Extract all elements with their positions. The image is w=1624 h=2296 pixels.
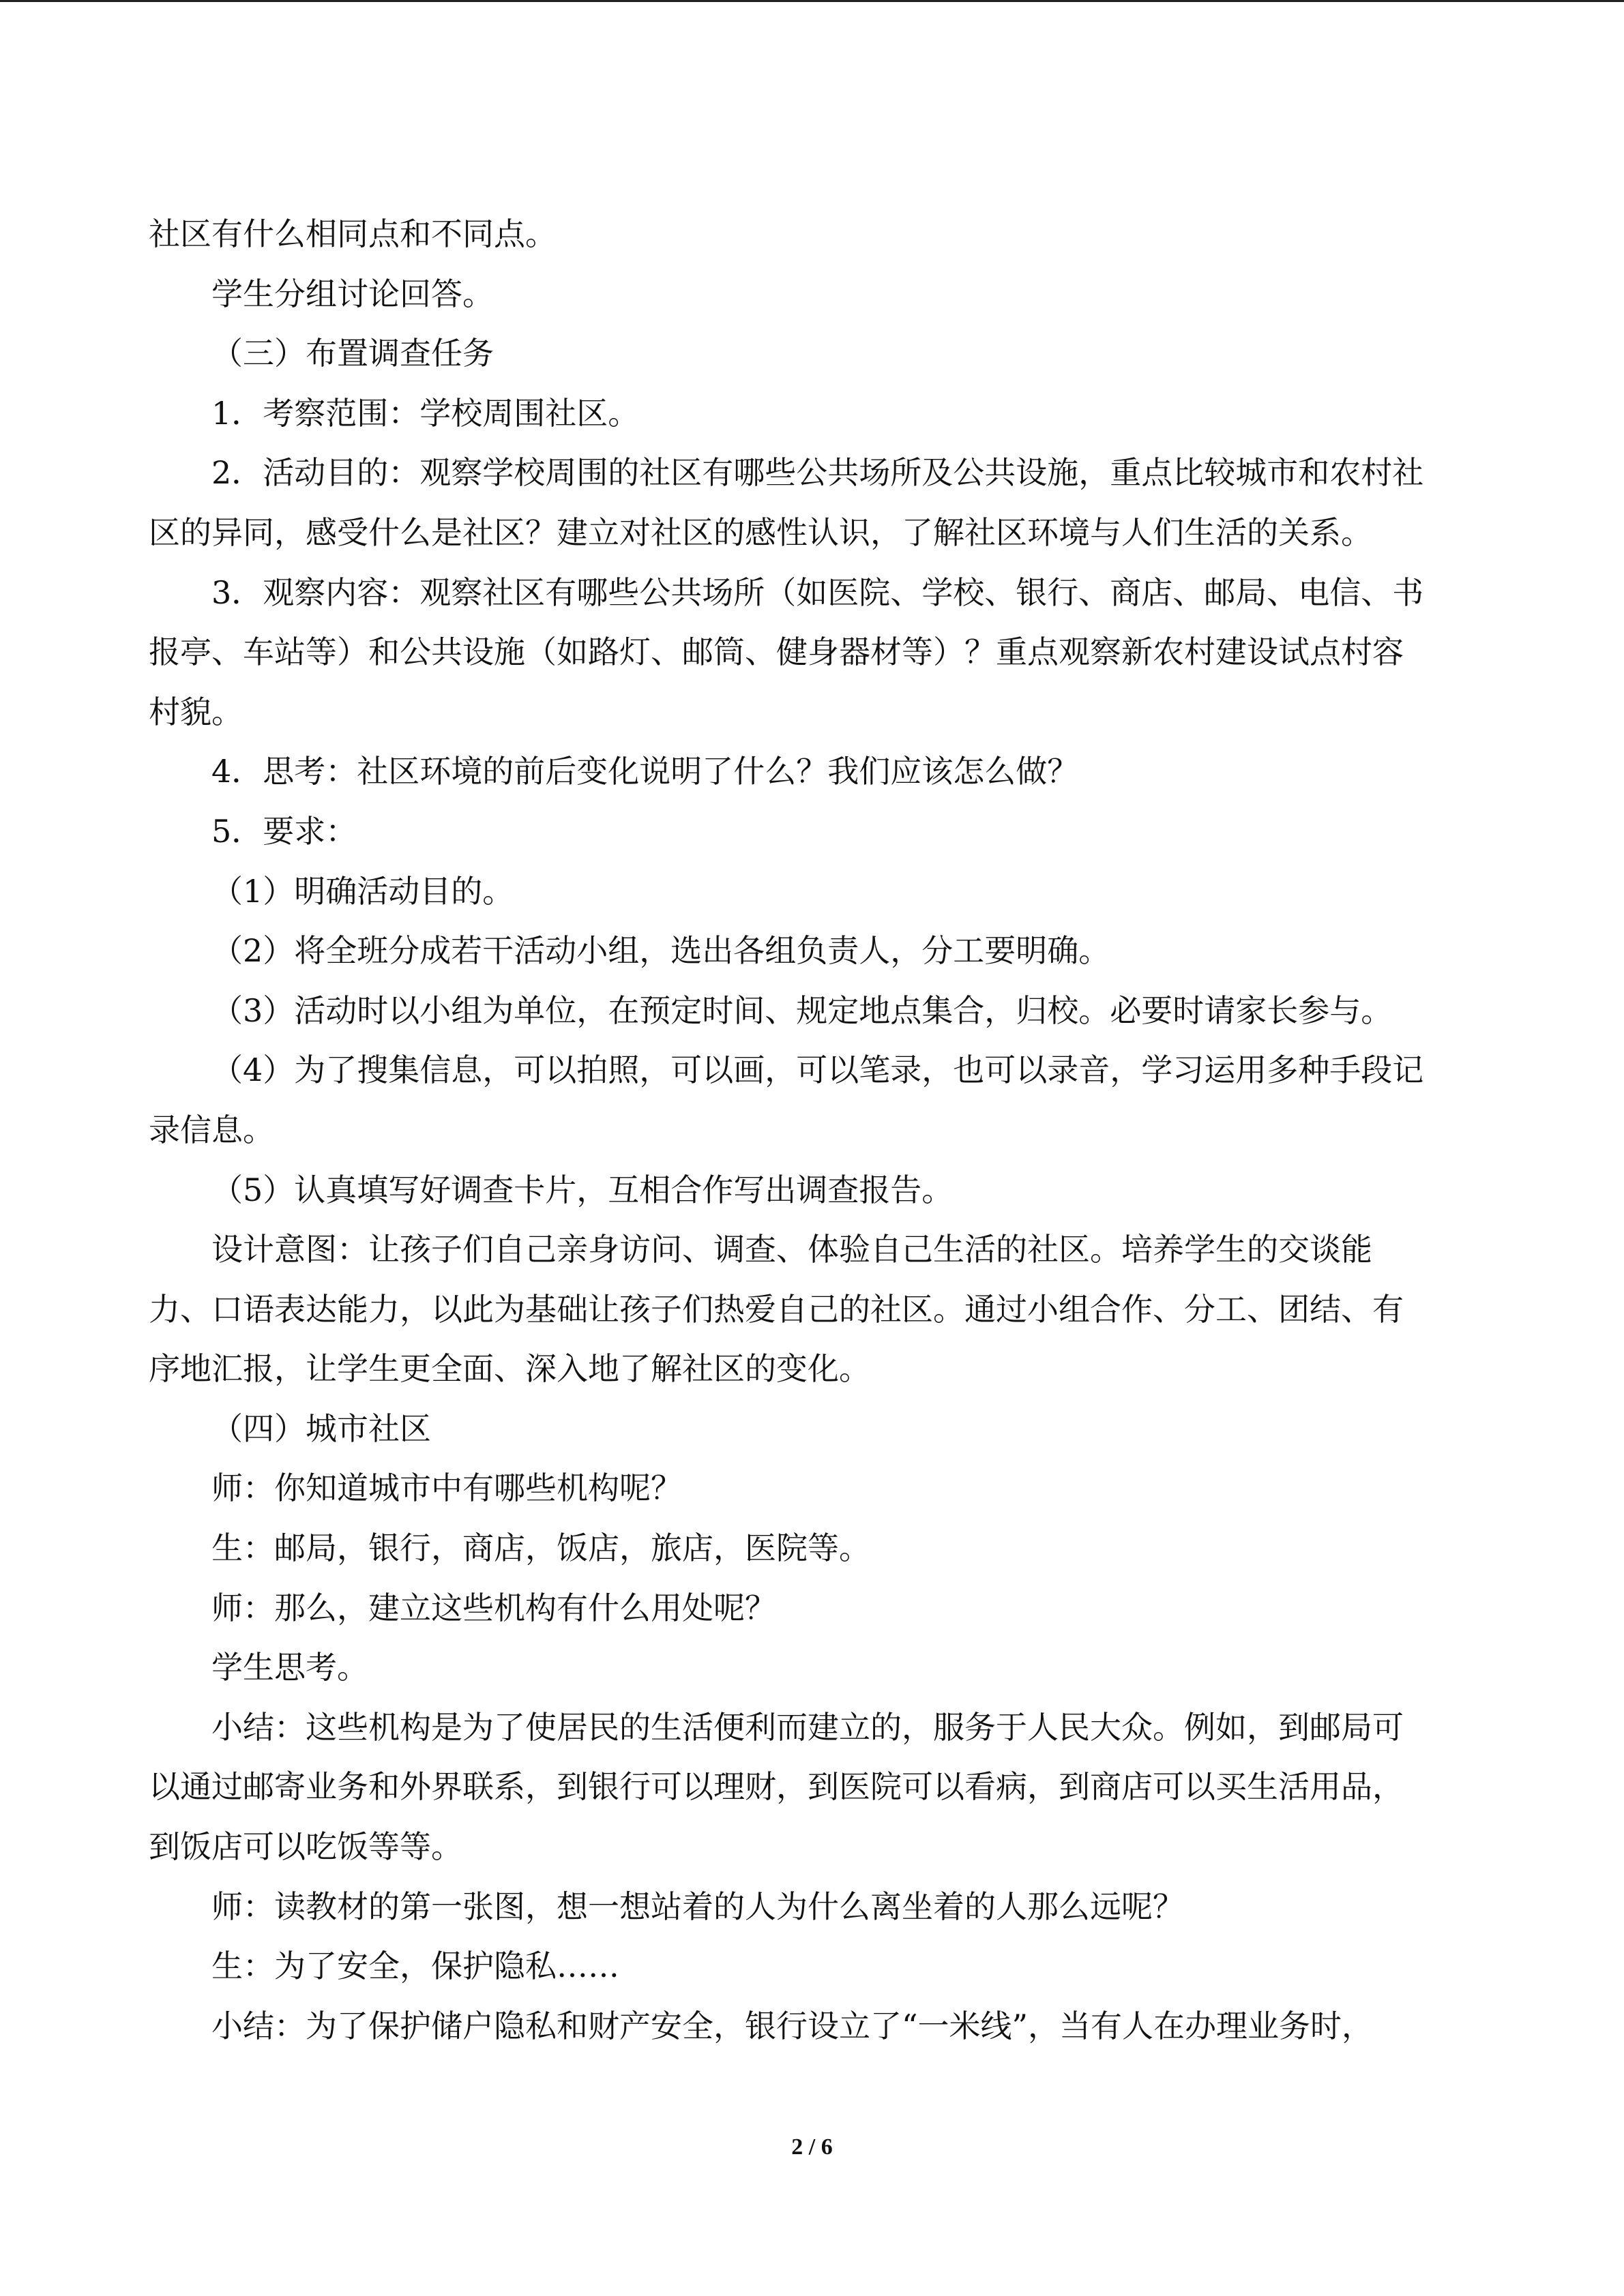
text-line: 生：为了安全，保护隐私…… <box>211 1948 619 1985</box>
text-line: 学生思考。 <box>211 1649 368 1686</box>
text-line: （4）为了搜集信息，可以拍照，可以画，可以笔录，也可以录音，学习运用多种手段记 <box>211 1052 1424 1089</box>
text-line: （5）认真填写好调查卡片，互相合作写出调查报告。 <box>211 1171 954 1208</box>
text-line: 小结：这些机构是为了使居民的生活便利而建立的，服务于人民大众。例如，到邮局可 <box>211 1708 1404 1746</box>
text-line: （2）将全班分成若干活动小组，选出各组负责人，分工要明确。 <box>211 932 1110 970</box>
text-line: 报亭、车站等）和公共设施（如路灯、邮筒、健身器材等）？重点观察新农村建设试点村容 <box>149 633 1404 671</box>
text-line: 师：你知道城市中有哪些机构呢？ <box>211 1470 682 1507</box>
text-line: 小结：为了保护储户隐私和财产安全，银行设立了“一米线”，当有人在办理业务时， <box>211 2007 1374 2044</box>
text-line: 1．考察范围：学校周围社区。 <box>211 394 640 432</box>
text-line: 2．活动目的：观察学校周围的社区有哪些公共场所及公共设施，重点比较城市和农村社 <box>211 454 1424 492</box>
top-border-rule <box>0 0 1624 2</box>
text-line: 录信息。 <box>149 1111 274 1148</box>
text-line: 学生分组讨论回答。 <box>211 275 494 312</box>
text-line: 生：邮局，银行，商店，饭店，旅店，医院等。 <box>211 1530 870 1567</box>
text-line: 村貌。 <box>149 693 243 730</box>
text-line: 到饭店可以吃饭等等。 <box>149 1828 462 1866</box>
text-line: 师：读教材的第一张图，想一想站着的人为什么离坐着的人那么远呢？ <box>211 1888 1184 1925</box>
text-line: 4．思考：社区环境的前后变化说明了什么？我们应该怎么做？ <box>211 753 1079 790</box>
text-line: 区的异同，感受什么是社区？建立对社区的感性认识，了解社区环境与人们生活的关系。 <box>149 513 1372 551</box>
text-line: 以通过邮寄业务和外界联系，到银行可以理财，到医院可以看病，到商店可以买生活用品， <box>149 1768 1404 1806</box>
document-body <box>149 205 1475 2056</box>
text-line: 3．观察内容：观察社区有哪些公共场所（如医院、学校、银行、商店、邮局、电信、书 <box>211 573 1424 611</box>
text-line: （1）明确活动目的。 <box>211 872 514 910</box>
text-line: （三）布置调查任务 <box>211 335 494 372</box>
text-line: 5．要求： <box>211 812 357 850</box>
text-line: （四）城市社区 <box>211 1410 431 1447</box>
text-line: （3）活动时以小组为单位，在预定时间、规定地点集合，归校。必要时请家长参与。 <box>211 992 1393 1029</box>
text-line: 设计意图：让孩子们自己亲身访问、调查、体验自己生活的社区。培养学生的交谈能 <box>211 1231 1372 1268</box>
text-line: 社区有什么相同点和不同点。 <box>149 215 557 252</box>
page-number: 2 / 6 <box>791 2134 833 2160</box>
text-line: 序地汇报，让学生更全面、深入地了解社区的变化。 <box>149 1350 870 1388</box>
text-line: 力、口语表达能力，以此为基础让孩子们热爱自己的社区。通过小组合作、分工、团结、有 <box>149 1290 1404 1328</box>
text-line: 师：那么，建立这些机构有什么用处呢？ <box>211 1589 776 1626</box>
